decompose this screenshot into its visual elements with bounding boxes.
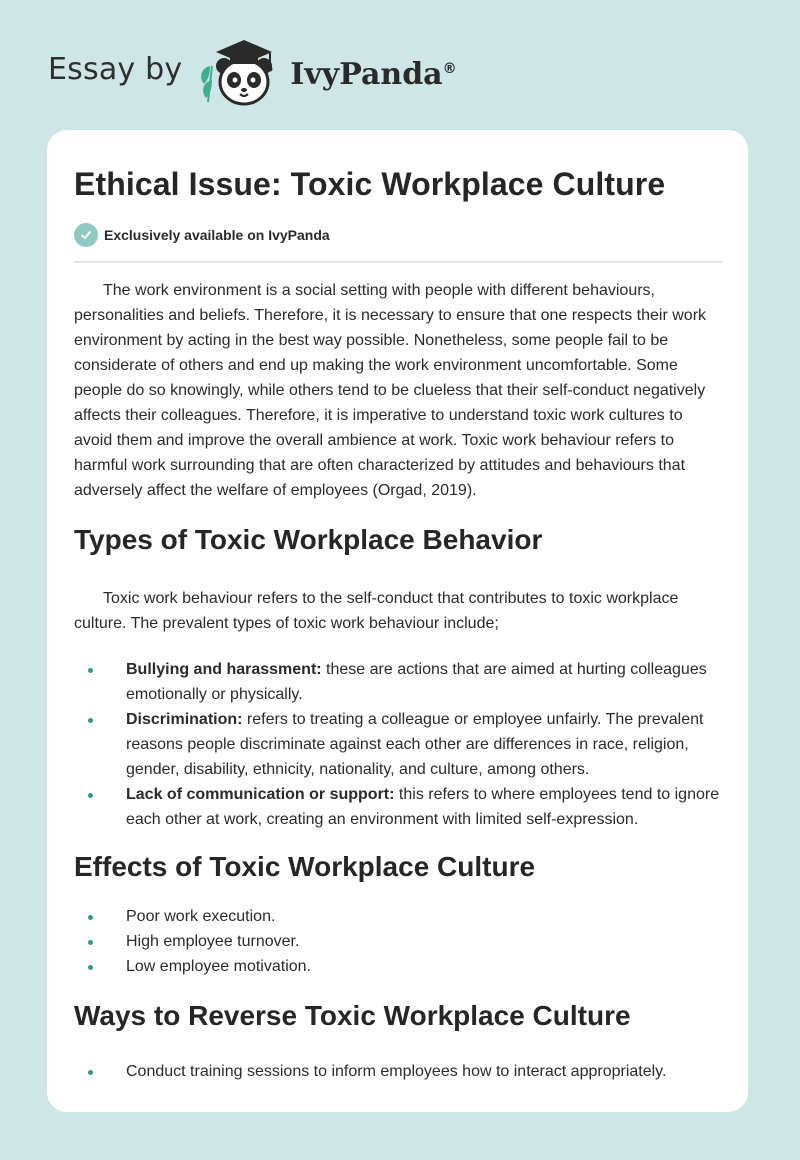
effects-list [74, 904, 722, 979]
list-item-term: Lack of communication or support: [126, 786, 395, 803]
intro-paragraph: The work environment is a social setting with people with different behaviours, personalities and beliefs. Therefore, it is necessary to ensure that one respects their work environment by acting in the best way possible. Nonetheless, some people fail to be considerate of others and end up making the work environment uncomfortable. Some people do so knowingly, while others tend to be clueless that their self-conduct negatively affects their colleagues. Therefore, it is imperative to understand toxic work cultures to avoid them and improve the overall ambience at work. Toxic work behaviour refers to harmful work surrounding that are often characterized by attitudes and behaviours that adversely affect the welfare of employees (Orgad, 2019). [74, 282, 707, 499]
essay-title: Ethical Issue: Toxic Workplace Culture [74, 166, 666, 202]
list-item-text: these are actions that are aimed at hurting colleagues emotionally or physically. [126, 661, 707, 703]
list-item [74, 707, 722, 782]
bullet-icon [88, 940, 93, 945]
list-item-text: High employee turnover. [126, 933, 300, 950]
brand-header [48, 36, 457, 108]
types-paragraph: Toxic work behaviour refers to the self-conduct that contributes to toxic workplace culture. The prevalent types of toxic work behaviour include; [74, 590, 679, 632]
bullet-icon [88, 965, 93, 970]
divider [74, 261, 722, 263]
brand-name: IvyPanda® [290, 56, 457, 92]
panda-graduate-icon [196, 36, 292, 108]
bullet-icon [88, 1070, 93, 1075]
check-icon [74, 223, 98, 247]
registered-mark: ® [442, 60, 457, 77]
list-item [74, 1059, 722, 1084]
types-list [74, 657, 722, 832]
list-item [74, 954, 722, 979]
list-item-term: Bullying and harassment: [126, 661, 322, 678]
list-item [74, 904, 722, 929]
bullet-icon [88, 718, 93, 723]
list-item-text: this refers to where employees tend to ignore each other at work, creating an environment with limited self-expression. [126, 786, 720, 828]
list-item-text: Conduct training sessions to inform employees how to interact appropriately. [126, 1063, 667, 1080]
bullet-icon [88, 668, 93, 673]
bullet-icon [88, 793, 93, 798]
section-heading-effects: Effects of Toxic Workplace Culture [74, 851, 536, 882]
list-item-term: Discrimination: [126, 711, 243, 728]
list-item-text: Low employee motivation. [126, 958, 311, 975]
ways-list [74, 1059, 722, 1084]
badge-text: Exclusively available on IvyPanda [104, 227, 330, 243]
list-item-text: refers to treating a colleague or employee unfairly. The prevalent reasons people discriminate against each other are differences in race, religion, gender, disability, ethnicity, nationality, and culture, among others. [126, 711, 704, 778]
list-item-text: Poor work execution. [126, 908, 276, 925]
list-item [74, 929, 722, 954]
list-item [74, 657, 722, 707]
section-heading-types: Types of Toxic Workplace Behavior [74, 524, 543, 555]
exclusive-badge [74, 222, 722, 248]
essay-by-label: Essay by [48, 51, 183, 87]
section-heading-ways: Ways to Reverse Toxic Workplace Culture [74, 1000, 631, 1031]
list-item [74, 782, 722, 832]
essay-card [47, 130, 748, 1112]
bullet-icon [88, 915, 93, 920]
